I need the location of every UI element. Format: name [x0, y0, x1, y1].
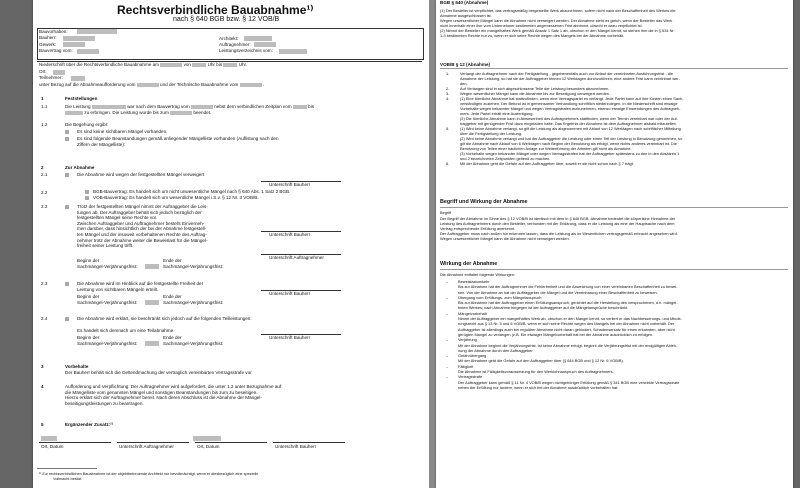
sig-label: Unterschrift Auftragnehmer [119, 444, 174, 449]
item-text: Die Leistung [65, 104, 91, 109]
paragraph-line: freiheit seiner Leistung trifft. [77, 243, 134, 249]
paragraph-line: Aufforderung und Verpflichtung: Der Auftragnehmer wird aufgefordert, die unter 1.2 unter Bezugnahme auf [65, 384, 282, 389]
paragraph-line: Nimmt der Auftraggeber ein mangelhaftes Werk ab, obschon er den Mangel kennt, so verliert er das Nachbesserungs- und Minde- [458, 316, 682, 322]
dash-bullet: – [446, 337, 449, 343]
paragraph-line: traggeber mit genügender Frist dazu eingeladen hatte. Das Ergebnis der Abnahme ist dem Auftragnehmer alsbald mitzuteilen. [460, 121, 677, 126]
paragraph-line: Vertrag entsprechende Erfüllung anerkennt. [440, 226, 516, 231]
item-number: 1. [446, 71, 450, 76]
dash-bullet: – [446, 294, 449, 300]
paragraph-line: (1) Der Besteller ist verpflichtet, das vertragsmäßig hergestellte Werk abzunehmen, sofern nicht nach der Beschaffenheit des Werkes die [440, 8, 676, 13]
paragraph-line: Leistung des Auftragnehmers durch den Besteller, verbunden mit der Erklärung, dass er die Leistung als eine der Hauptsache nach dem [440, 221, 675, 226]
signature-line [195, 442, 267, 443]
wirkung-item-title: Mängelvorbehalt [458, 310, 487, 316]
wirkung-item-heading [440, 311, 682, 316]
section-3-heading: Vorbehalte [65, 364, 89, 369]
paragraph-line: tungen ab. Der Auftraggeber behält sich jedoch bezüglich der [77, 209, 202, 215]
sig-label: Ort, Datum [41, 444, 64, 449]
architekt-label: Architekt: [219, 36, 239, 41]
defects-checkbox[interactable] [65, 137, 69, 141]
paragraph-line: Bis zur Abnahme hat der Auftragnehmer die Fehlerfreiheit und die Abweichung von einer vereinbarten Beschaffenheit zu bewei- [458, 284, 678, 290]
verjaehrung-begin-label: Beginn der [77, 294, 100, 299]
item-text: zu erbringen. Die Leistung wurde bis zum [84, 110, 169, 115]
signature-field[interactable] [193, 436, 221, 441]
technische-date-field[interactable] [240, 82, 265, 88]
item-text: Die Abnahme wird wegen der festgestellten Mängel verweigert [77, 172, 205, 177]
paragraph-line: ten Mängel und der insoweit vorbehaltenen Rechte des Auftrag- [77, 231, 207, 237]
teilnehmer-field[interactable] [71, 76, 85, 81]
intro-text: von [183, 62, 191, 67]
item-text: Die Begehung ergibt: [65, 122, 109, 127]
signature-line [273, 442, 345, 443]
ort-field[interactable] [53, 70, 65, 75]
bauvertrag-field[interactable] [77, 49, 99, 54]
item-text: BGB-Bauvertrag: Es handelt sich um nicht unwesentliche Mängel nach § 640 Abs. 1 Satz 2 BGB. [93, 189, 291, 194]
begriff-heading: Begriff und Wirkung der Abnahme [440, 199, 528, 205]
verjaehrung-begin-label: Beginn der [77, 335, 100, 340]
lv-field[interactable] [279, 49, 307, 54]
paragraph-line: 1-3 bestimmten Rechte nur zu, wenn er sich seine Rechte wegen des Mangels bei der Abnahme vorbehält. [440, 33, 625, 38]
bgb-checkbox[interactable] [85, 190, 89, 194]
signature-label: Unterschrift Bauherr [269, 291, 311, 296]
section-2-number: 2 [41, 165, 44, 170]
wirkung-item-heading [440, 337, 682, 342]
begin-date-field[interactable] [145, 300, 159, 305]
section-5-number: 5 [41, 422, 44, 427]
paragraph-line: Der Auftraggeber muss nach außen hin erkennen lassen, dass die Leistung als im Wesentlichen vertragsgemäß erbracht angesehen wird. [440, 231, 678, 236]
signature-label: Unterschrift Bauherr [269, 335, 311, 340]
legal-text-page [436, 0, 793, 488]
time-from-field[interactable] [192, 63, 206, 68]
dash-bullet: – [446, 363, 449, 369]
verjaehrung-begin-label: Beginn der [77, 258, 100, 263]
paragraph-line: Zwischen Auftraggeber und Auftragnehmer besteht Einverneh- [77, 220, 205, 226]
item-number: 2. [446, 86, 450, 91]
paragraph-line: Wegen unwesentlicher Mängel kann die Abnahme nicht verweigert werden. [440, 236, 570, 241]
begin-date-field[interactable] [145, 341, 159, 346]
item-text: bis [308, 104, 315, 109]
signature-line [39, 442, 111, 443]
paragraph-line: Abnahme ausgeschlossen ist. [440, 13, 492, 18]
wirkung-item-title: Fälligkeit [458, 363, 474, 369]
paragraph-line: festgestellten Mängel seine Rechte vor. [77, 215, 158, 221]
bauvorhaben-label: Bauvorhaben: [39, 29, 68, 34]
checkbox-label: Es sind keine sichtbaren Mängel vorhanden. [77, 129, 168, 134]
vob-item [440, 71, 683, 86]
section-1-heading: Feststellungen [65, 96, 98, 101]
auftragnehmer-label: Auftragnehmer: [219, 42, 251, 47]
paragraph-line: Mit der Abnahme geht die Gefahr auf den Auftraggeber über (§ 644 BGB und § 12 Nr. 6 VOB/B). [458, 358, 624, 364]
item-number: 5. [446, 126, 450, 131]
section-4-text [65, 384, 281, 406]
paragraph-line: Benutzung von Teilen einer baulichen Anlage zur Weiterführung der Arbeiten gilt nicht als Abnahme. [460, 146, 632, 151]
signature-field[interactable] [41, 436, 57, 441]
item-text: Es handelt sich demnach um eine Teilabnahme. [77, 328, 175, 333]
paragraph-line: nehmer trotz der Abnahme weiter die Beweislast für die Mängel- [77, 237, 208, 243]
wirkung-item-heading [440, 374, 682, 379]
item-number: 3. [446, 91, 450, 96]
paragraph-line: (2) Nimmt der Besteller ein mangelhaftes Werk gemäß Absatz 1 Satz 1 ab, obschon er den Mangel kennt, so stehen ihm die in § 634 Nr. [440, 28, 675, 33]
gewerk-field[interactable] [63, 42, 85, 47]
item-number: 2.1 [41, 172, 48, 177]
footnote: ¹⁾ Zur rechtsverbindlichen Bauabnahme ist der objektbetreuende Architekt nur bevollmächtigt, wenn er diesbezüglich eine spezielle [39, 472, 259, 476]
paragraph-line: Auftraggeber ist allerdings auch bei regulärer Abnahme nicht daran gehindert, Schadensersatz für einen erkannten, aber nicht [458, 326, 675, 332]
paragraph-line: rungsrecht aus § 13 Nr. 5 und 6 VOB/B, wenn er sich seine Rechte wegen des Mangels bei der Abnahme nicht vorbehält. Der [458, 321, 675, 327]
paragraph-line: Vorbehalte wegen bekannter Mängel und wegen Vertragsstrafen aufzunehmen, ebenso etwaige Einwendungen des Auftragneh- [460, 106, 681, 111]
paragraph-line: die Mängelliste vom genannten Mängel und sonstigen Beanstandungen bis zum zu beseitigen. [65, 389, 258, 395]
dash-bullet: – [446, 310, 449, 316]
vob-item [440, 96, 683, 126]
verjaehrung-end-label: Sachmängel-Verjährungsfrist: [163, 341, 224, 346]
intro-text: . [262, 82, 265, 87]
auftragnehmer-field[interactable] [254, 42, 276, 47]
begin-date-field[interactable] [145, 264, 159, 269]
sig-label: Unterschrift Bauherr [275, 444, 317, 449]
bgb-text [440, 8, 676, 38]
item-number: 2.2 [41, 190, 48, 195]
bgb-heading: BGB § 640 (Abnahme) [440, 0, 489, 5]
time-to-field[interactable] [223, 63, 237, 68]
paragraph-line: Die Abnahme ist Fälligkeitsvoraussetzung für den Werklohnanspruch des Auftragnehmers. [458, 369, 614, 375]
item-number: 1.2 [41, 122, 48, 127]
verjaehrung-end-label: Sachmängel-Verjährungsfrist: [163, 264, 224, 269]
accept-reserve-checkbox[interactable] [65, 205, 69, 209]
bauvorhaben-field[interactable] [77, 29, 117, 34]
wirkung-item-heading [440, 279, 682, 284]
paragraph-line: (1) Eine förmliche Abnahme hat stattzufinden, wenn eine Vertragspartei es verlangt. Jede Partei kann auf ihre Kosten einen Sach- [460, 96, 684, 101]
paragraph-line: Der Auftraggeber kann gemäß § 11 Nr. 4 VOB/B wegen nichtgehöriger Erfüllung gemäß § 341 BGB eine verwirkte Vertragsstrafe [458, 379, 680, 385]
wirkung-item-heading [440, 353, 682, 358]
begriff-text [440, 216, 678, 241]
paragraph-line: neben der Erfüllung nur fordern, wenn er sich bei der Abnahme ausdrücklich vorbehalten hat. [458, 384, 619, 390]
reserve-paragraph [77, 204, 208, 249]
vob-item [440, 161, 683, 166]
aufforderung-date-field[interactable] [137, 83, 159, 88]
paragraph-line: Mit der Abnahme geht die Gefahr auf den Auftraggeber über, soweit er sie nicht schon nach § 7 trägt. [460, 161, 634, 166]
item-text: Die Abnahme wird erklärt, sie beschränkt sich jedoch auf die folgenden Teilleistungen: [77, 316, 252, 321]
item-number: 6. [446, 161, 450, 166]
signature-label: Unterschrift Bauherr [269, 182, 311, 187]
bauvertrag-label: Bauvertrag vom: [39, 48, 73, 53]
partial-checkbox[interactable] [65, 317, 69, 321]
divider [440, 207, 788, 208]
paragraph-line: (2) Die förmliche Abnahme kann in Abwesenheit des Auftragnehmers stattfinden, wenn der Termin vereinbart war oder der Auf- [460, 116, 678, 121]
paragraph-line: sen. Von der Abnahme an hat der Auftraggeber die Mängel und die Vereinbarung einer Beschaffenheit zu beweisen. [458, 289, 658, 295]
refuse-checkbox[interactable] [65, 173, 69, 177]
paragraph-line: Trotz der festgestellten Mängel nimmt der Auftraggeber die Leis- [77, 204, 208, 209]
verjaehrung-end-label: Ende der [163, 335, 182, 340]
document-title: Rechtsverbindliche Bauabnahme¹⁾ [117, 3, 314, 17]
verjaehrung-begin-label: Sachmängel-Verjährungsfrist: [77, 264, 138, 269]
item-text: war nach dem Bauvertrag vom [127, 104, 190, 109]
paragraph-line: und 2 bezeichneten Zeitpunkten geltend zu machen. [460, 156, 551, 161]
paragraph-line: verständigen zuziehen. Der Befund ist in gemeinsamer Verhandlung schriftlich niederzulegen. In die Niederschrift sind etwaige [460, 101, 678, 106]
paragraph-line: nicht innerhalb einer ihm vom Unternehmer bestimmten angemessenen Frist abnimmt, obwohl er dazu verpflichtet ist. [440, 23, 643, 28]
gewerk-label: Gewerk: [39, 42, 57, 47]
paragraph-line: (3) Vorbehalte wegen bekannter Mängel oder wegen Vertragsstrafen hat der Auftraggeber spätestens zu den in den Absätzen 1 [460, 151, 680, 156]
verjaehrung-end-label: Ende der [163, 294, 182, 299]
wirkung-list [440, 279, 682, 390]
paragraph-line: Bis zur Abnahme hat der Auftraggeber einen Erfüllungsanspruch, gerichtet auf die Herstellung des versprochenen, d.h. mängel- [458, 300, 678, 306]
verjaehrung-end-label: Sachmängel-Verjährungsfrist: [163, 300, 224, 305]
intro-text: Uhr bis [207, 62, 223, 67]
divider [440, 68, 788, 69]
paragraph-line: nung der Abnahme durch den Auftraggeber. [458, 347, 534, 353]
no-defects-checkbox[interactable] [65, 130, 69, 134]
intro-text: Uhr. [238, 62, 248, 67]
item-number: 4. [446, 96, 450, 101]
wirkung-item-title: Gefahrübergang [458, 353, 487, 359]
footnote: Vollmacht besitzt. [53, 477, 83, 481]
wirkung-item-title: Beweislastumkehr [458, 279, 490, 284]
divider [440, 269, 788, 270]
accept-visible-checkbox[interactable] [65, 282, 69, 286]
wirkung-heading: Wirkung der Abnahme [440, 261, 498, 267]
paragraph-line: den. [460, 81, 468, 86]
dash-bullet: – [446, 374, 449, 380]
dash-bullet: – [446, 279, 449, 284]
bauherr-label: Bauherr: [39, 35, 57, 40]
date-field[interactable] [160, 63, 182, 68]
paragraph-line: (2) Wird keine Abnahme verlangt und hat der Auftraggeber die Leistung oder einen Teil der Leistung in Benutzung genommen, so [460, 136, 683, 141]
begriff-subheading: Begriff [440, 210, 452, 215]
signature-label: Unterschrift Bauherr [269, 232, 311, 237]
zeitplan-date-field[interactable] [293, 105, 307, 110]
paragraph-line: Abnahme der Leistung, so hat sie der Auftraggeber binnen 12 Werktagen durchzuführen; eine andere Frist kann vereinbart wer- [460, 76, 680, 81]
verjaehrung-end-label: Ende der [163, 258, 182, 263]
item-text: Die Abnahme wird im Hinblick auf die festgestellte Freiheit der [77, 281, 204, 286]
section-5-heading: Ergänzender Zusatz:²⁾ [65, 422, 113, 427]
document-subtitle: nach § 640 BGB bzw. § 12 VOB/B [173, 16, 280, 23]
zeitplan-end-field[interactable] [65, 111, 83, 116]
wirkung-item-title: Verjährung [458, 337, 477, 343]
paragraph-line: freien Werkes; nach Abnahme hingegen ist der Auftraggeber auf die Mängelansprüche beschränkt. [458, 305, 629, 311]
bauvertrag-date-field[interactable] [191, 105, 213, 110]
paragraph-line: gilt die Abnahme nach Ablauf von 6 Werktagen nach Beginn der Benutzung als erfolgt, wenn nichts anderes vereinbart ist. Die [460, 141, 677, 146]
paragraph-line: Mit der Abnahme beginnt die Verjährungsfrist. Ist keine Abnahme erfolgt, beginnt die Verjährungsfrist mit der endgültigen Ableh- [458, 342, 678, 348]
paragraph-line: Auf Verlangen sind in sich abgeschlossene Teile der Leistung besonders abzunehmen. [460, 86, 610, 91]
dash-bullet: – [446, 353, 449, 359]
checkbox-label: Ziffern der Mängelliste): [77, 142, 126, 147]
paragraph-line: men darüber, dass hinsichtlich der bei der Abnahme festgestell- [77, 226, 207, 232]
signature-label: Unterschrift Auftragnehmer [269, 255, 324, 260]
section-3-text: Der Bauherr behält sich die Geltendmachung der vertraglich vereinbarten Vertragsstrafe vor. [65, 370, 253, 375]
paragraph-line: (1) Wird keine Abnahme verlangt, so gilt die Leistung als abgenommen mit Ablauf von 12 Werktagen nach schriftlicher Mitteilung [460, 126, 681, 131]
intro-text: Niederschrift über die Rechtsverbindliche Bauabnahme am [39, 62, 160, 67]
ort-label: Ort: [39, 69, 47, 74]
vob-checkbox[interactable] [85, 196, 89, 200]
section-1-number: 1 [41, 96, 44, 101]
wirkung-item-heading [440, 295, 682, 300]
vob-heading: VOB/B § 12 (Abnahme) [440, 62, 491, 67]
page-gap [429, 0, 436, 488]
item-text: beendet. [193, 110, 212, 115]
paragraph-line: beseitigungsleistungen zu beantragen. [65, 400, 144, 406]
checkbox-label: Es sind folgende Beanstandungen gemäß anliegender Mängelliste vorhanden (Auflistung nach den [77, 136, 279, 141]
intro-text: und der Technische Bauabnahme vom [160, 82, 239, 87]
sig-label: Ort, Datum [197, 444, 220, 449]
beendet-date-field[interactable] [170, 111, 192, 116]
item-number: 1.1 [41, 104, 48, 109]
section-4-number: 4 [41, 384, 44, 389]
wirkung-intro: Die Abnahme entfaltet folgende Wirkungen: [440, 272, 516, 277]
intro-text: unter Bezug auf die Abnahmeaufforderung vom [39, 82, 136, 87]
paragraph-line: Der Begriff der Abnahme im Sinne des § 12 VOB/B ist identisch mit dem in § 640 BGB. Abnahme bedeutet die körperliche Hinnahme der [440, 216, 676, 221]
wirkung-item-title: Übergang vom Erfüllungs- zum Mängelanspruch [458, 294, 542, 300]
form-page [33, 0, 429, 488]
paragraph-line: Hierzu erklärt sich der Auftragnehmer bereit. Nach deren Abschluss ist die Abnahme der Mängel- [65, 395, 262, 401]
architekt-field[interactable] [244, 36, 272, 41]
item-text: nebst dem verbindlichen Zeitplan vom [214, 104, 292, 109]
wirkung-item-heading [440, 364, 682, 369]
item-number: 2.3 [41, 281, 48, 286]
item-text: Leistung von sichtbaren Mängeln erteilt. [77, 287, 159, 292]
vob-text [440, 71, 683, 166]
vob-item [440, 126, 683, 161]
leistung-field[interactable] [92, 105, 126, 110]
item-number: 2.4 [41, 316, 48, 321]
signature-line [117, 442, 189, 443]
paragraph-line: mers. Jede Partei erhält eine Ausfertigung. [460, 111, 534, 116]
paragraph-line: gerügten Mangel zu verlangen (z.B. Ein etwaiger Mängelvorbehalt hat bei der Abnahme ausdrücklich zu erfolgen. [458, 331, 654, 337]
verjaehrung-begin-label: Sachmängel-Verjährungsfrist: [77, 300, 138, 305]
item-number: 2.2 [41, 204, 48, 209]
bauherr-field[interactable] [63, 36, 95, 41]
item-text: VOB-Bauvertrag: Es handelt sich um wesentliche Mängel i.S.v. § 12 Nr. 3 VOB/B. [93, 195, 259, 200]
footnote-divider [37, 468, 97, 469]
wirkung-item-title: Vertragsstrafe [458, 374, 483, 380]
lv-label: Leistungsverzeichnis vom: [219, 48, 273, 53]
section-2-heading: Zur Abnahme [65, 165, 95, 170]
paragraph-line: Verlangt der Auftragnehmer nach der Fertigstellung - gegebenenfalls auch vor Ablauf der vereinbarten Ausführungsfrist - die [460, 71, 674, 76]
paragraph-line: über die Fertigstellung der Leistung. [460, 131, 523, 136]
paragraph-line: Wegen unwesentlicher Mängel kann die Abnahme nicht verweigert werden. Der Abnahme steht es gleich, wenn der Besteller das Werk [440, 18, 673, 23]
section-3-number: 3 [41, 364, 44, 369]
teilnehmer-label: Teilnehmer: [39, 75, 63, 80]
paragraph-line: Wegen wesentlicher Mängel kann die Abnahme bis zur Beseitigung verweigert werden. [460, 91, 611, 96]
verjaehrung-begin-label: Sachmängel-Verjährungsfrist: [77, 341, 138, 346]
